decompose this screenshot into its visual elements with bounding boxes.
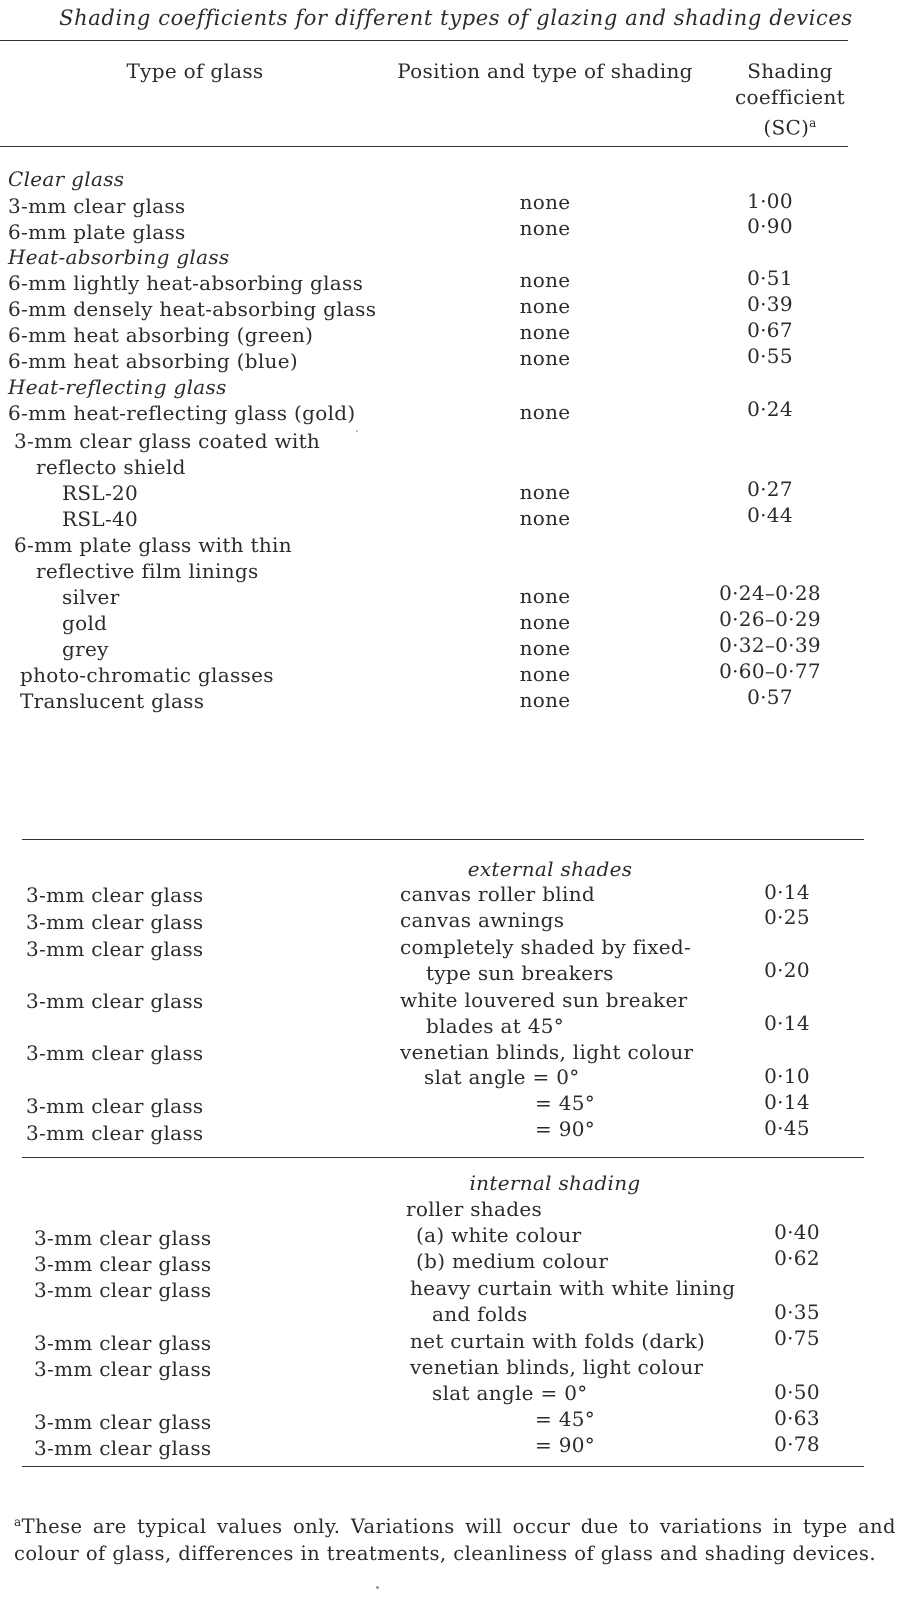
table-row-shading: none [519,688,571,712]
table-row-sc: 0·14 [764,1090,810,1114]
header-rule [0,146,848,147]
shading-line: white louvered sun breaker [400,988,688,1012]
table-row-glass: 3-mm clear glass [34,1331,212,1355]
internal-top-rule [22,1157,864,1158]
header-sc-line1: Shading [747,59,833,83]
shading-line: = 90° [535,1117,596,1141]
footnote-mark: a [14,1515,22,1529]
table-row-sc: 0·39 [747,292,793,316]
shading-line: = 45° [535,1407,596,1431]
table-row-glass: 3-mm clear glass [26,1094,204,1118]
table-caption: Shading coefficients for different types of glazing and shading devices [59,6,853,30]
table-row-sc: 0·50 [774,1380,820,1404]
table-row-shading: none [519,268,571,292]
shading-line: blades at 45° [426,1014,565,1038]
header-sc-footnote-mark: a [809,116,817,130]
shading-line: = 90° [535,1433,596,1457]
table-row-glass: Translucent glass [20,689,205,713]
table-row-glass: 6-mm heat absorbing (blue) [8,349,298,373]
table-row-sc: 0·62 [774,1246,820,1270]
table-row-sc: 0·44 [747,503,793,527]
table-row-glass: 3-mm clear glass [26,989,204,1013]
shading-line: slat angle = 0° [432,1381,588,1405]
table-row-glass: 3-mm clear glass [26,883,204,907]
table-row-glass: 3-mm clear glass [34,1252,212,1276]
table-row-sc: 0·57 [747,685,793,709]
shading-line: venetian blinds, light colour [400,1040,694,1064]
shading-line: venetian blinds, light colour [410,1355,704,1379]
group-clear-glass: Clear glass [8,167,125,191]
header-sc-line3 [720,110,860,141]
scan-speck [376,1586,379,1589]
table-row-shading: none [519,662,571,686]
table-row-shading: none [519,584,571,608]
subhead-film-line1: 6-mm plate glass with thin [14,533,292,557]
table-row-glass: 3-mm clear glass [34,1357,212,1381]
table-row-sc: 0·26–0·29 [719,607,821,631]
footnote-text: These are typical values only. Variations will occur due to variations in type and colour of glass, differences in treatments, cleanliness of glass and shading devices. [14,1515,896,1565]
table-row-sc: 0·14 [764,1011,810,1035]
table-row-sc: 0·40 [774,1220,820,1244]
table-footnote [14,1509,896,1567]
table-row-glass: 3-mm clear glass [34,1278,212,1302]
shading-line: type sun breakers [426,961,614,985]
table-row-sc: 0·51 [747,266,793,290]
table-row-shading: none [519,320,571,344]
table-row-shading: none [519,346,571,370]
shading-line: slat angle = 0° [424,1065,580,1089]
shading-line: completely shaded by fixed- [400,935,692,959]
table-row-shading: none [519,294,571,318]
table-row-glass: 6-mm densely heat-absorbing glass [8,297,377,321]
table-row-shading: none [519,636,571,660]
bottom-rule [22,1466,864,1467]
external-top-rule [22,839,864,840]
table-row-glass: gold [62,611,108,635]
header-sc-label: (SC) [763,115,810,140]
table-row-sc: 0·32–0·39 [719,633,821,657]
top-rule [0,40,848,41]
table-row-sc: 0·10 [764,1064,810,1088]
table-row-glass: 6-mm plate glass [8,220,186,244]
table-row-glass: 3-mm clear glass [26,937,204,961]
table-row-shading: none [519,216,571,240]
shading-line: net curtain with folds (dark) [410,1329,706,1353]
table-row-sc: 0·63 [774,1406,820,1430]
table-row-glass: RSL-20 [62,481,139,505]
group-heat-reflecting-glass: Heat-reflecting glass [8,375,227,399]
shading-line: canvas roller blind [400,882,595,906]
table-row-glass: 3-mm clear glass [26,1041,204,1065]
table-row-sc: 0·55 [747,344,793,368]
shading-line: and folds [432,1302,528,1326]
header-sc-line2: coefficient [735,85,845,109]
table-row-sc: 0·75 [774,1326,820,1350]
table-row-glass: 3-mm clear glass [34,1410,212,1434]
group-heat-absorbing-glass: Heat-absorbing glass [8,245,230,269]
header-position-type-shading: Position and type of shading [397,59,693,83]
table-row-sc: 0·25 [764,905,810,929]
table-row-glass: 3-mm clear glass [8,194,186,218]
table-row-shading: none [519,506,571,530]
shading-line: (a) white colour [416,1223,582,1247]
table-row-sc: 0·35 [774,1300,820,1324]
shading-line: (b) medium colour [416,1249,609,1273]
subhead-coated-line2: reflecto shield [36,455,186,479]
scan-speck [356,430,358,432]
table-row-sc: 0·24–0·28 [719,581,821,605]
table-row-sc: 1·00 [747,189,793,213]
table-row-sc: 0·90 [747,214,793,238]
shading-line: canvas awnings [400,908,565,932]
table-row-glass: grey [62,637,109,661]
section-title-internal: internal shading [469,1171,641,1195]
shading-line: heavy curtain with white lining [410,1276,736,1300]
table-row-glass: RSL-40 [62,507,139,531]
table-row-sc: 0·78 [774,1432,820,1456]
table-row-sc: 0·27 [747,477,793,501]
table-row-glass: silver [62,585,120,609]
table-row-glass: 6-mm lightly heat-absorbing glass [8,271,364,295]
table-row-glass: 6-mm heat-reflecting glass (gold) [8,401,356,425]
table-row-sc: 0·60–0·77 [719,659,821,683]
table-row-shading: none [519,190,571,214]
table-row-sc: 0·67 [747,318,793,342]
table-row-glass: 3-mm clear glass [26,910,204,934]
table-row-glass: 3-mm clear glass [26,1121,204,1145]
table-row-sc: 0·45 [764,1116,810,1140]
table-row-shading: none [519,400,571,424]
table-row-shading: none [519,480,571,504]
table-row-sc: 0·24 [747,397,793,421]
table-row-glass: 6-mm heat absorbing (green) [8,323,314,347]
table-row-shading: none [519,610,571,634]
shading-line: = 45° [535,1091,596,1115]
table-row-glass: photo-chromatic glasses [20,663,274,687]
shading-line: roller shades [406,1197,543,1221]
table-row-glass: 3-mm clear glass [34,1436,212,1460]
table-row-sc: 0·20 [764,958,810,982]
table-row-sc: 0·14 [764,880,810,904]
table-row-glass: 3-mm clear glass [34,1226,212,1250]
subhead-coated-line1: 3-mm clear glass coated with [14,429,321,453]
section-title-external: external shades [467,857,633,881]
header-type-of-glass: Type of glass [126,59,264,83]
subhead-film-line2: reflective film linings [36,559,259,583]
